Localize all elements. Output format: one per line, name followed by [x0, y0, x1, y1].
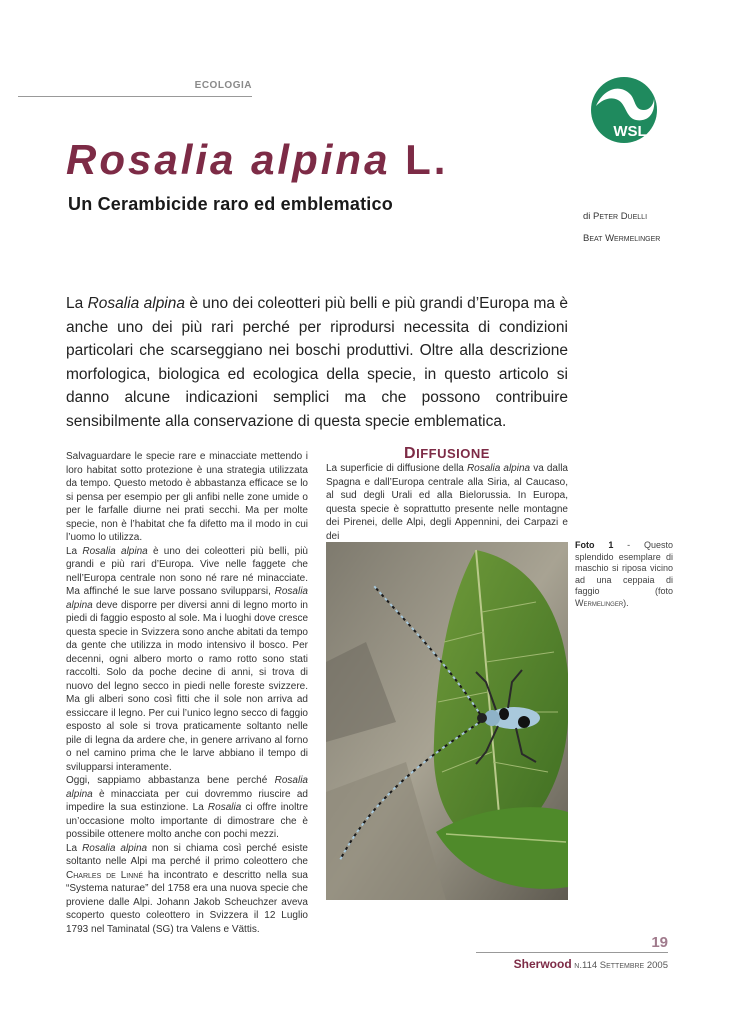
author-1: Peter Duelli [593, 211, 648, 222]
p2-c: è uno dei coleotteri più belli, più grandi e più rari d’Europa. Vive nelle faggete che nell’Europa centrale non sono né rare né minacciate. Ma affinché le sue larve possano svilupparsi, [66, 545, 308, 597]
caption-end: ). [623, 597, 629, 608]
magazine-name: Sherwood [513, 957, 572, 971]
p3-genus: Rosalia [207, 802, 242, 813]
section-heading-diffusione [326, 446, 568, 462]
p3-species: Rosalia alpina [66, 775, 308, 800]
p4-species: Rosalia alpina [82, 842, 148, 854]
diffusione-paragraph [326, 462, 568, 543]
article-subtitle: Un Cerambicide raro ed emblematico [68, 194, 393, 214]
diff-species: Rosalia alpina [466, 463, 531, 474]
p2-e: deve disporre per diversi anni di legno morto in piedi di faggio esposto al sole. Ma i luoghi dove cresce questa specie in Svizzera sono anche abitati da tempo da gente che utilizza in modo intensivo il bosco. Per decenni, ogni albero morto o ramo rotto sono stati raccolti. Solo da poche decine di anni, si trova di nuovo del legno secco in piedi nelle foreste svizzere. Ma gli alberi sono così fitti che il sole non arriva ad essiccare il legno. Per cui l’unico legno secco di faggio esposto al sole si trova praticamente soltanto nelle pile di legna da ardere che, in genere arrivano al forno o nel camino prima che le larve abbiano il tempo di svilupparsi interamente. [66, 599, 308, 773]
p4-e: ha incontrato e descritto nella sua “Systema naturae” del 1758 era una nuova specie che proviene dalle Alpi. Johann Jakob Scheuchzer aveva scoperto questo coleottero in Svizzera il 12 Luglio 1793 nel Taminatal (SG) tra Valens e Vättis. [66, 869, 308, 935]
body-paragraph-3 [66, 774, 308, 842]
section-label: ECOLOGIA [18, 80, 252, 97]
beetle-photo [326, 542, 568, 900]
p2-species: Rosalia alpina [82, 545, 148, 557]
caption-credit: Wermelinger [575, 597, 624, 608]
p2-species-2: Rosalia alpina [66, 586, 308, 611]
body-column-left [66, 450, 308, 936]
body-paragraph-1: Salvaguardare le specie rare e minacciate mettendo i loro habitat sotto protezione è una strategia utilizzata da tempo. Questo metodo è abbastanza efficace se lo si pensa per esempio per gli anfibi nelle zone umide o per le farfalle diurne nei prati secchi. Ma per molte specie, non è l’habitat che fa difetto ma il modo in cui l’uomo lo utilizza. [66, 451, 308, 543]
diff-c: va dalla Spagna e dall’Europa centrale alla Siria, al Caucaso, al sud degli Urali ed alla Bielorussia. In Europa, questa specie è soprattutto presente nelle montagne dei Pirenei, delle Alpi, degli Appennini, dei Carpazi e dei [326, 463, 568, 542]
heading-rest: IFFUSIONE [416, 446, 490, 461]
title-author-abbrev: L. [405, 136, 449, 183]
body-paragraph-2 [66, 545, 308, 775]
caption-label: Foto 1 [575, 540, 614, 550]
lead-paragraph [66, 292, 568, 434]
p4-c: non si chiama così perché esiste soltanto nelle Alpi ma perché il primo coleottero che [66, 842, 308, 867]
lead-post: è uno dei coleotteri più belli e più grandi d’Europa ma è anche uno dei più rari perché per riprodursi necessita di condizioni particolari che scarseggiano nei boschi produttivi. Oltre alla descrizione morfologica, biologica ed ecologica della specie, in questo articolo si danno alcune indicazioni semplici ma che possono contribuire sensibilmente alla conservazione di questa specie emblematica. [66, 295, 568, 430]
title-species: Rosalia alpina [66, 136, 391, 183]
p3-e: ci offre inoltre un’occasione molto importante di dimostrare che è possibile ottenere molto anche con pochi mezzi. [66, 802, 309, 840]
page-number: 19 [476, 934, 668, 953]
logo-text: WSL [613, 123, 647, 140]
lead-species: Rosalia alpina [87, 295, 185, 312]
issue-info: n.114 Settembre 2005 [571, 960, 668, 971]
authors-prefix: di [583, 211, 591, 222]
p4-a: La [66, 842, 83, 854]
p4-linne: Charles de Linné [66, 869, 144, 881]
authors-byline [583, 206, 660, 250]
wsl-logo [590, 76, 658, 144]
heading-initial: D [404, 445, 417, 462]
p3-c: è minacciata per cui dovremmo riuscire ad impedire la sua estinzione. La [66, 788, 308, 813]
p3-a: Oggi, sappiamo abbastanza bene perché [66, 775, 275, 786]
body-column-right [326, 446, 568, 543]
article-title [66, 136, 448, 184]
photo-caption [575, 540, 673, 609]
p2-a: La [66, 545, 83, 557]
author-2: Beat Wermelinger [583, 233, 661, 244]
caption-text: - Questo splendido esemplare di maschio si riposa vicino ad una ceppaia di faggio (foto [575, 540, 673, 596]
lead-pre: La [66, 295, 88, 312]
footer-publication [476, 957, 668, 971]
diff-a: La superficie di diffusione della [326, 463, 467, 474]
body-paragraph-4 [66, 842, 308, 937]
